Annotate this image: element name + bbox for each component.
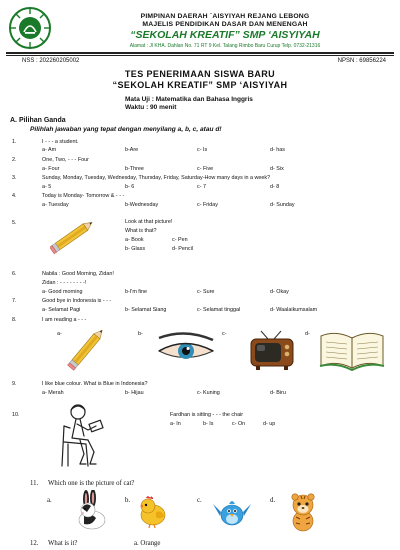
option-d[interactable]: d- has	[270, 147, 285, 153]
question-number: 3.	[12, 175, 17, 181]
question-text: Look at that picture!	[125, 219, 173, 225]
boy-sitting-on-chair-icon	[50, 400, 120, 470]
question-text: What is that?	[125, 228, 157, 234]
option-a[interactable]: a- Selamat Pagi	[42, 307, 81, 313]
option-b[interactable]: b-	[138, 331, 143, 337]
question-number: 1.	[12, 139, 17, 145]
option-b[interactable]: b- Is	[203, 421, 214, 427]
option-a[interactable]: a. Orange	[134, 540, 161, 547]
chick-icon	[134, 494, 170, 530]
option-d[interactable]: d- Sunday	[270, 202, 295, 208]
option-b[interactable]: b.	[125, 497, 131, 504]
option-b[interactable]: b- 6	[125, 184, 135, 190]
header-council: MAJELIS PENDIDIKAN DASAR DAN MENENGAH	[142, 21, 308, 28]
exam-subtitle: “SEKOLAH KREATIF” SMP ‘AISYIYAH	[112, 80, 288, 90]
question-number: 5.	[12, 220, 17, 226]
option-d[interactable]: d- Waalaikumsalam	[270, 307, 318, 313]
option-d[interactable]: d- Six	[270, 166, 284, 172]
header-organization: PIMPINAN DAERAH `AISYIYAH REJANG LEBONG	[140, 13, 310, 20]
option-c[interactable]: c- Pen	[172, 237, 188, 243]
question-text: I am reading a - - -	[42, 317, 87, 323]
option-b[interactable]: b- Glass	[125, 246, 146, 252]
option-d[interactable]: d- Pencil	[172, 246, 193, 252]
question-number: 2.	[12, 157, 17, 163]
question-number: 12.	[30, 540, 39, 547]
option-c[interactable]: c- Friday	[197, 202, 218, 208]
exam-time: Waktu : 90 menit	[125, 104, 177, 111]
option-c[interactable]: c-	[222, 331, 227, 337]
question-text: What is it?	[48, 540, 78, 547]
question-text: Today is Monday- Tomorrow & - - -	[42, 193, 125, 199]
option-b[interactable]: b-Are	[125, 147, 139, 153]
option-c[interactable]: c- Five	[197, 166, 214, 172]
question-text: I - - - a student.	[42, 139, 79, 145]
option-c[interactable]: c- Kuning	[197, 390, 220, 396]
option-a[interactable]: a- Good morning	[42, 289, 83, 295]
question-text: I like blue colour. What is Blue in Indonesia?	[42, 381, 148, 387]
television-icon	[248, 330, 296, 372]
tiger-cub-icon	[286, 490, 320, 532]
option-c[interactable]: c.	[197, 497, 202, 504]
open-book-icon	[318, 328, 386, 372]
question-text: Sunday, Monday, Tuesday, Wednesday, Thursday, Friday, Saturday-How many days in a week?	[42, 175, 271, 181]
exam-title: TES PENERIMAAN SISWA BARU	[124, 69, 276, 79]
option-a[interactable]: a- Book	[125, 237, 144, 243]
dialog-line: Zidan : - - - - - - - -!	[42, 280, 87, 286]
option-a[interactable]: a- Merah	[42, 390, 64, 396]
option-d[interactable]: d.	[270, 497, 276, 504]
question-number: 4.	[12, 193, 17, 199]
option-b[interactable]: b- Hijau	[125, 390, 144, 396]
option-d[interactable]: d- Biru	[270, 390, 286, 396]
npsn-number: NPSN : 69856224	[337, 58, 386, 64]
option-d[interactable]: d- Okay	[270, 289, 289, 295]
dialog-line: Nabila : Good Morning, Zidan!	[42, 271, 114, 277]
option-b[interactable]: b- Selamat Siang	[125, 307, 167, 313]
question-text: Which one is the picture of cat?	[48, 480, 135, 487]
option-a[interactable]: a.	[47, 497, 52, 504]
question-text: One, Two, - - - Four	[42, 157, 89, 163]
nss-number: NSS : 202260205002	[22, 58, 80, 64]
header-divider	[6, 52, 394, 54]
option-a[interactable]: a- In	[170, 421, 181, 427]
option-a[interactable]: a- Am	[42, 147, 57, 153]
option-c[interactable]: c- 7	[197, 184, 206, 190]
option-d[interactable]: d- up	[263, 421, 276, 427]
question-text: Good bye in Indonesia is - - -	[42, 298, 112, 304]
exam-subject: Mata Uji : Matematika dan Bahasa Inggris	[125, 96, 253, 103]
header-school-name: “SEKOLAH KREATIF” SMP ‘AISYIYAH	[130, 29, 320, 41]
option-b[interactable]: b-I'm fine	[125, 289, 147, 295]
option-b[interactable]: b-Wednesday	[125, 202, 159, 208]
section-instruction: Pilihlah jawaban yang tepat dengan menyilang a, b, c, atau d!	[30, 126, 222, 133]
rabbit-icon	[74, 490, 108, 530]
header-address: Alamat : Jl KHA. Dahlan No. 71 RT 9 Kel. Talang Rimbo Baru Curup Telp. 0732-21316	[129, 43, 321, 49]
option-b[interactable]: b-Three	[125, 166, 144, 172]
option-a[interactable]: a- Four	[42, 166, 60, 172]
question-number: 9.	[12, 381, 17, 387]
question-number: 11.	[30, 480, 39, 487]
question-number: 8.	[12, 317, 17, 323]
option-a[interactable]: a- 5	[42, 184, 52, 190]
question-text: Fardhan is sitting - - - the chair	[170, 412, 244, 418]
option-a[interactable]: a-	[57, 331, 62, 337]
question-number: 6.	[12, 271, 17, 277]
pencil-icon	[62, 322, 114, 372]
eye-icon	[155, 332, 217, 366]
question-number: 10.	[12, 412, 20, 418]
bird-icon	[212, 494, 252, 530]
pencil-icon	[50, 214, 98, 256]
option-c[interactable]: c- Selamat tinggal	[197, 307, 241, 313]
school-logo-icon	[8, 6, 52, 50]
option-d[interactable]: d-	[305, 331, 310, 337]
option-a[interactable]: a- Tuesday	[42, 202, 69, 208]
question-number: 7.	[12, 298, 17, 304]
header-divider-thin	[6, 55, 394, 56]
option-c[interactable]: c- On	[232, 421, 246, 427]
option-c[interactable]: c- Sure	[197, 289, 215, 295]
option-d[interactable]: d- 8	[270, 184, 280, 190]
option-c[interactable]: c- Is	[197, 147, 208, 153]
section-heading: A. Pilihan Ganda	[10, 117, 66, 124]
